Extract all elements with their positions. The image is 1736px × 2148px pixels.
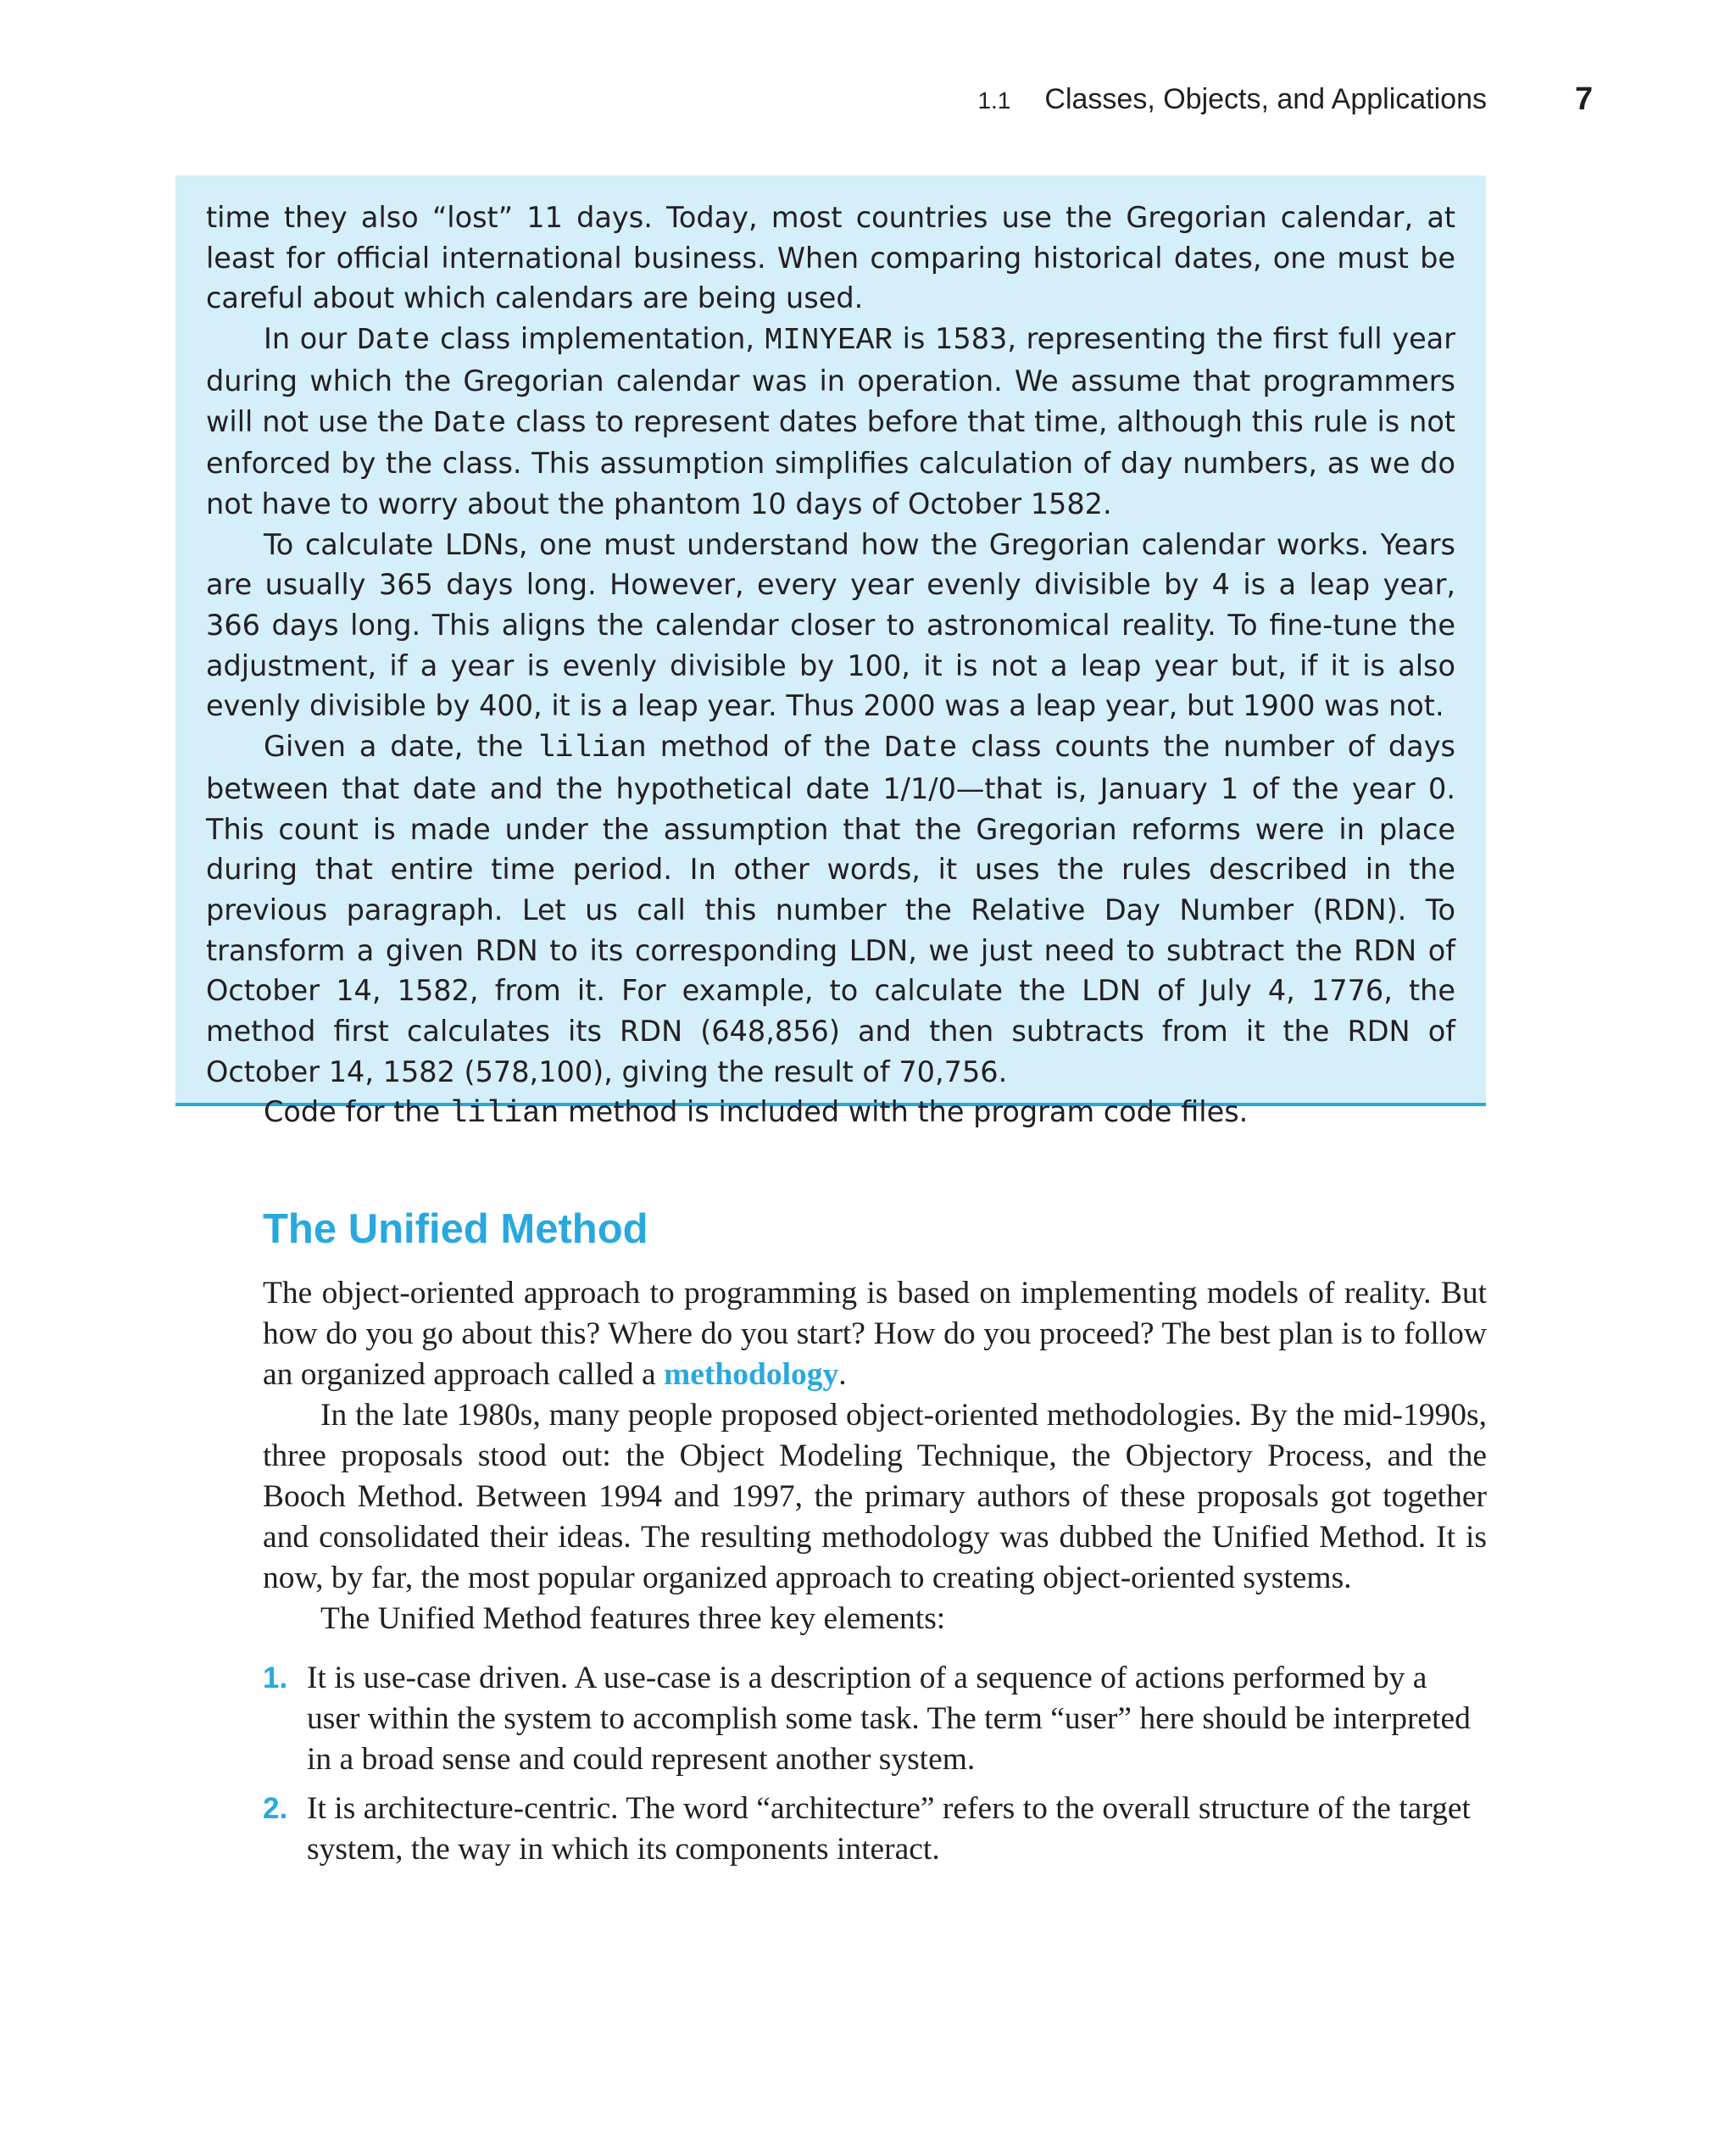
text-run: . [838, 1357, 847, 1392]
body-paragraph-3: The Unified Method features three key elements: [320, 1601, 946, 1636]
list-item [263, 1658, 1487, 1780]
running-head-title: Classes, Objects, and Applications [1044, 83, 1487, 115]
code-lilian: lilian [537, 731, 647, 766]
code-minyear: MINYEAR [764, 323, 893, 359]
sidebar-box [175, 175, 1486, 1132]
list-item-text: It is use-case driven. A use-case is a description of a sequence of actions performed by a user within the system to accomplish some task. The term “user” here should be interpreted in a broad sense and could represent another system. [307, 1661, 1471, 1777]
text-run: class to represent dates before that time, although this rule is not enforced by the class. This assumption simplifies calculation of day numbers, as we do not have to worry about the phantom 10 days of October 1582. [206, 404, 1455, 520]
page-number: 7 [1575, 81, 1594, 117]
text-run: method of the [646, 730, 885, 764]
sidebar-paragraph-3: To calculate LDNs, one must understand how the Gregorian calendar works. Years are usually 365 days long. However, every year evenly divisible by 4 is a leap year, 366 days long. This aligns the calendar closer to astronomical reality. To fine-tune the adjustment, if a year is evenly divisible by 100, it is not a leap year but, if it is also evenly divisible by 400, it is a leap year. Thus 2000 was a leap year, but 1900 was not. [206, 527, 1455, 723]
text-run: Code for the [264, 1095, 449, 1129]
numbered-list [263, 1658, 1487, 1870]
code-lilian: lilian [448, 1096, 559, 1132]
key-term: methodology [664, 1357, 839, 1392]
code-date: Date [356, 323, 431, 359]
list-number: 1. [263, 1661, 288, 1694]
text-run: is 1583, representing the first full year during which the Gregorian calendar was in operation. We assume that programmers will not use the [206, 322, 1455, 438]
code-date: Date [432, 405, 507, 441]
sidebar-paragraph-1: time they also “lost” 11 days. Today, most countries use the Gregorian calendar, at least for official international business. When comparing historical dates, one must be careful about which calendars are being used. [206, 201, 1455, 315]
list-item [263, 1789, 1487, 1870]
list-number: 2. [263, 1792, 288, 1825]
code-date: Date [884, 731, 958, 766]
sidebar-paragraph-5 [206, 1092, 1455, 1134]
text-run: class counts the number of days between that date and the hypothetical date 1/1/0—that is, January 1 of the year 0. This count is made under the assumption that the Gregorian reforms were in place during that entire time period. In other words, it uses the rules described in the previous paragraph. Let us call this number the Relative Day Number (RDN). To transform a given RDN to its corresponding LDN, we just need to subtract the RDN of October 14, 1582, from it. For example, to calculate the LDN of July 4, 1776, the method first calculates its RDN (648,856) and then subtracts from it the RDN of October 14, 1582 (578,100), giving the result of 70,756. [206, 730, 1455, 1088]
sidebar-paragraph-4 [206, 726, 1455, 1092]
list-item-text: It is architecture-centric. The word “architecture” refers to the overall structure of the target system, the way in which its components interact. [307, 1791, 1471, 1867]
running-head [0, 83, 1487, 116]
section-number: 1.1 [977, 87, 1011, 114]
text-run: The object-oriented approach to programming is based on implementing models of reality. But how do you go about this? Where do you start? How do you proceed? The best plan is to follow an organized approach called a [263, 1276, 1487, 1392]
body-paragraph-2: In the late 1980s, many people proposed object-oriented methodologies. By the mid-1990s, three proposals stood out: the Object Modeling Technique, the Objectory Process, and the Booch Method. Between 1994 and 1997, the primary authors of these proposals got together and consolidated their ideas. The resulting methodology was dubbed the Unified Method. It is now, by far, the most popular organized approach to creating object-oriented systems. [263, 1398, 1487, 1595]
text-run: Given a date, the [264, 730, 537, 764]
body-paragraph-1 [263, 1273, 1487, 1395]
sidebar-paragraph-2 [206, 319, 1455, 525]
section-heading: The Unified Method [263, 1206, 648, 1252]
text-run: In our [264, 322, 357, 356]
section-body [263, 1273, 1487, 1878]
text-run: class implementation, [430, 322, 765, 356]
text-run: method is included with the program code files. [559, 1095, 1249, 1129]
